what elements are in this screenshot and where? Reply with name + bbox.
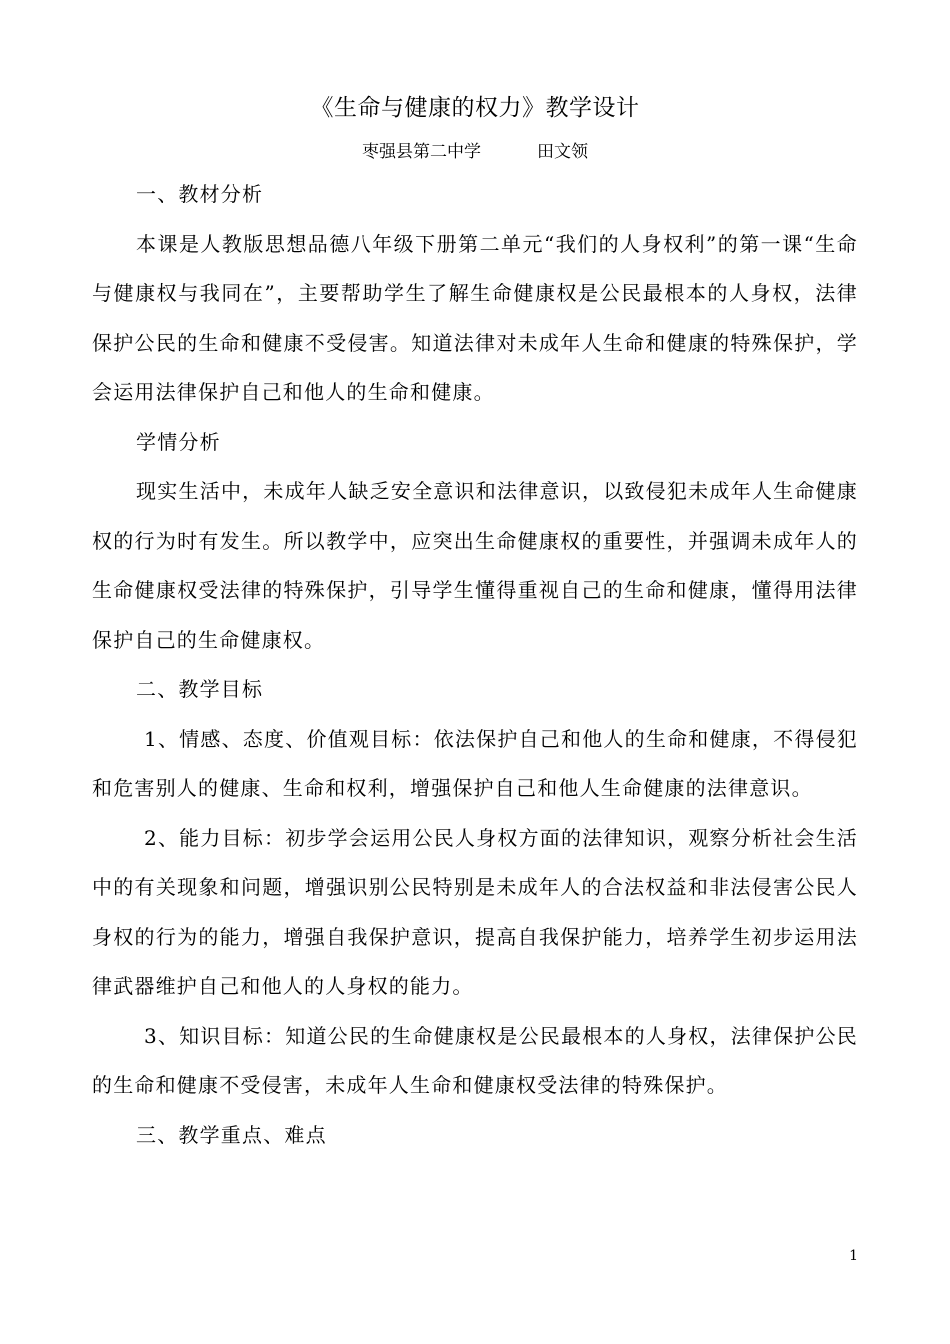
school-name: 枣强县第二中学 (362, 142, 481, 162)
paragraph-student-analysis: 现实生活中，未成年人缺乏安全意识和法律意识，以致侵犯未成年人生命健康权的行为时有发生。所以教学中，应突出生命健康权的重要性，并强调未成年人的生命健康权受法律的特殊保护，引导学生懂得重视自己的生命和健康，懂得用法律保护自己的生命健康权。 (92, 479, 858, 652)
paragraph-textbook-analysis: 本课是人教版思想品德八年级下册第二单元“我们的人身权利”的第一课“生命与健康权与我同在”，主要帮助学生了解生命健康权是公民最根本的人身权，法律保护公民的生命和健康不受侵害。知道法律对未成年人生命和健康的特殊保护，学会运用法律保护自己和他人的生命和健康。 (92, 231, 858, 404)
document-body (92, 170, 858, 1160)
page-number: 1 (849, 1248, 858, 1264)
goal-item-1: 1、情感、态度、价值观目标：依法保护自己和他人的生命和健康，不得侵犯和危害别人的健康、生命和权利，增强保护自己和他人生命健康的法律意识。 (92, 726, 858, 800)
section-heading-key-points: 三、教学重点、难点 (136, 1122, 327, 1147)
section-heading-teaching-goals: 二、教学目标 (136, 677, 264, 701)
document-title: 《生命与健康的权力》教学设计 (310, 95, 640, 121)
section-heading-student-analysis: 学情分析 (136, 429, 221, 454)
byline (0, 139, 950, 165)
goal-item-3: 3、知识目标：知道公民的生命健康权是公民最根本的人身权，法律保护公民的生命和健康不受侵害，未成年人生命和健康权受法律的特殊保护。 (92, 1023, 858, 1097)
section-heading-textbook-analysis: 一、教材分析 (136, 182, 264, 206)
author-name: 田文领 (537, 142, 588, 162)
goal-item-2: 2、能力目标：初步学会运用公民人身权方面的法律知识，观察分析社会生活中的有关现象和问题，增强识别公民特别是未成年人的合法权益和非法侵害公民人身权的行为的能力，增强自我保护意识，提高自我保护能力，培养学生初步运用法律武器维护自己和他人的人身权的能力。 (92, 825, 858, 998)
